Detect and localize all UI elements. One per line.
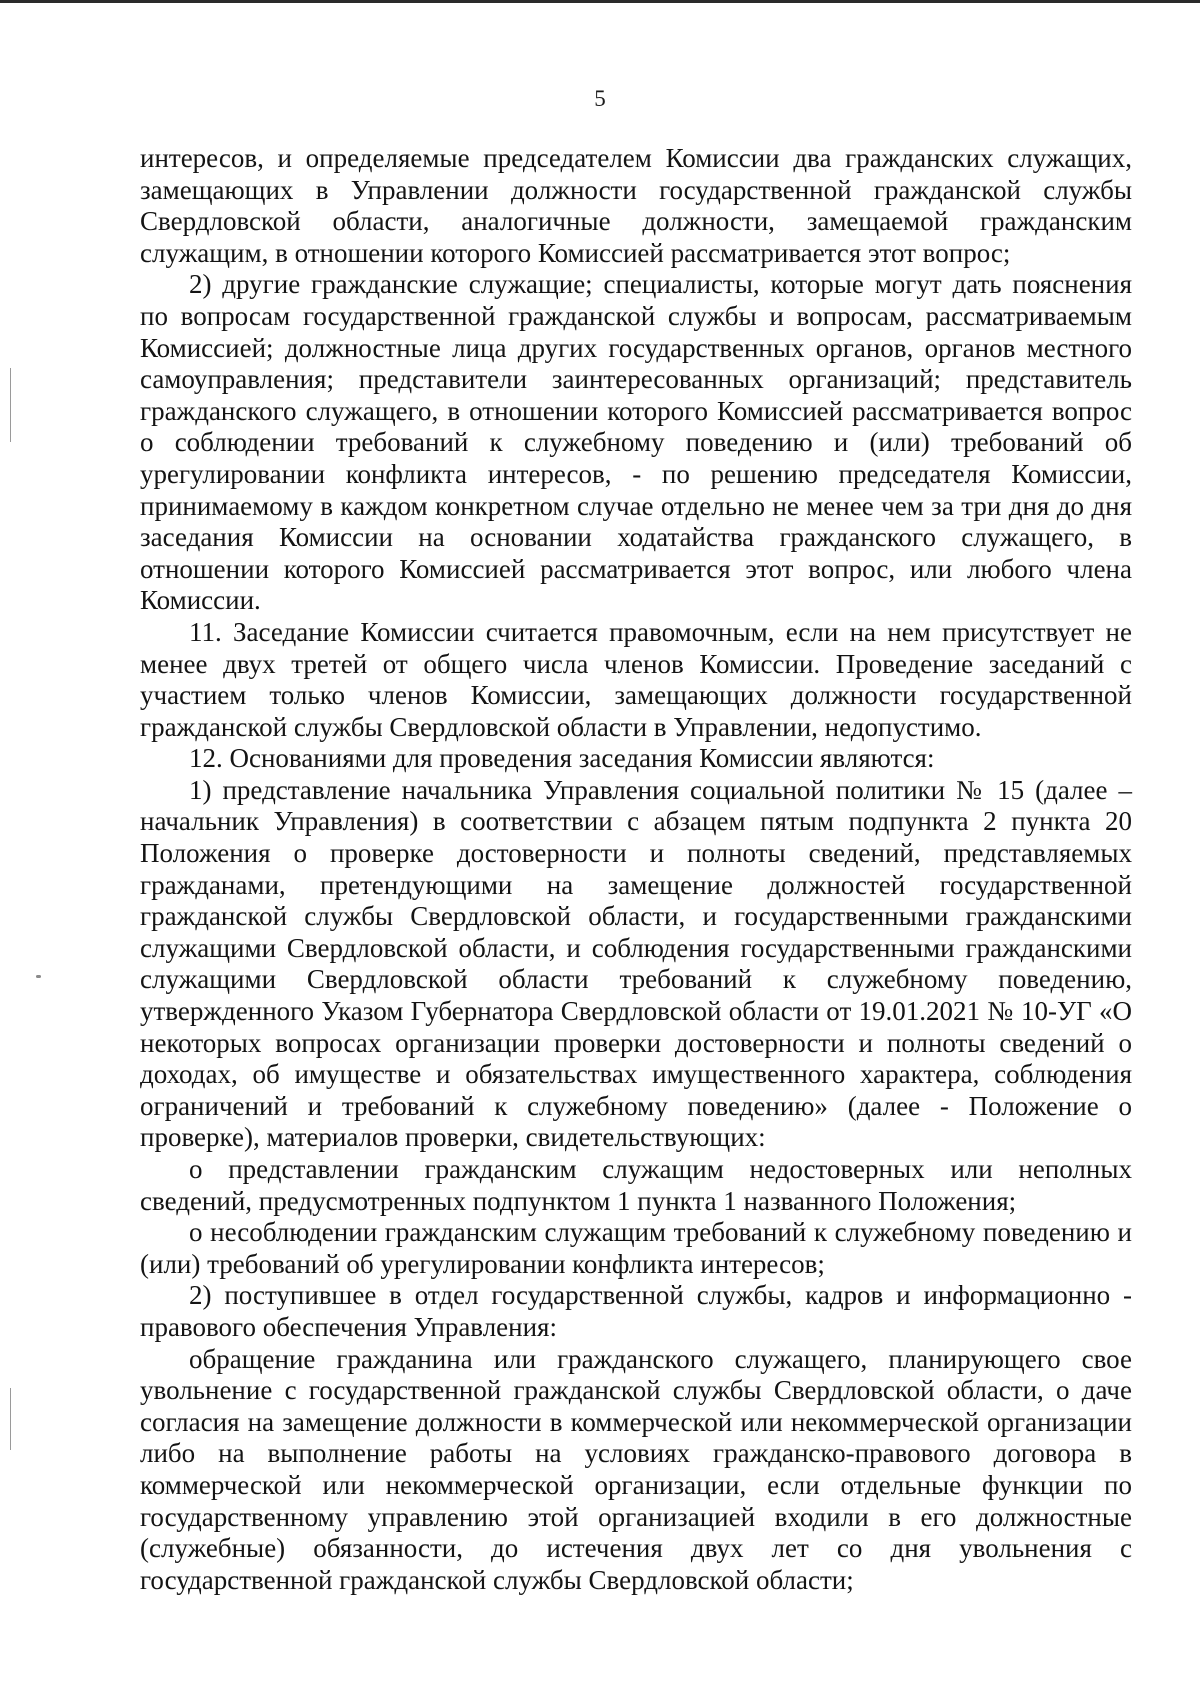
paragraph-item-2-participants: 2) другие гражданские служащие; специалисты, которые могут дать пояснения по вопросам государственной гражданской службы и вопросам, рассматриваемым Комиссией; должностные лица других государственных органов, органов местного самоуправления; представители заинтересованных организаций; представитель гражданского служащего, в отношении которого Комиссией рассматривается вопрос о соблюдении требований к служебному поведению и (или) требований об урегулировании конфликта интересов, - по решению председателя Комиссии, принимаемому в каждом конкретном случае отдельно не менее чем за три дня до дня заседания Комиссии на основании ходатайства гражданского служащего, в отношении которого Комиссией рассматривается этот вопрос, или любого члена Комиссии. (140, 269, 1132, 616)
paragraph-12-item-1-sub-b: о несоблюдении гражданским служащим требований к служебному поведению и (или) требований об урегулировании конфликта интересов; (140, 1217, 1132, 1279)
paragraph-continuation: интересов, и определяемые председателем Комиссии два гражданских служащих, замещающих в Управлении должности государственной гражданской службы Свердловской области, аналогичные должности, замещаемой гражданским служащим, в отношении которого Комиссией рассматривается этот вопрос; (140, 143, 1132, 268)
scan-margin-mark (10, 1388, 11, 1450)
scan-speck (36, 975, 41, 978)
paragraph-12-item-1-sub-a: о представлении гражданским служащим недостоверных или неполных сведений, предусмотренных подпунктом 1 пункта 1 названного Положения; (140, 1154, 1132, 1216)
page-number: 5 (594, 86, 606, 111)
paragraph-12-item-1: 1) представление начальника Управления социальной политики № 15 (далее – начальник Управления) в соответствии с абзацем пятым подпункта 2 пункта 20 Положения о проверке достоверности и полноты сведений, представляемых гражданами, претендующими на замещение должностей государственной гражданской службы Свердловской области, и государственными гражданскими служащими Свердловской области, и соблюдения государственными гражданскими служащими Свердловской области требований к служебному поведению, утвержденного Указом Губернатора Свердловской области от 19.01.2021 № 10-УГ «О некоторых вопросах организации проверки достоверности и полноты сведений о доходах, об имуществе и обязательствах имущественного характера, соблюдения ограничений и требований к служебному поведению» (далее - Положение о проверке), материалов проверки, свидетельствующих: (140, 774, 1132, 1153)
document-body (140, 143, 1132, 1596)
paragraph-12-grounds: 12. Основаниями для проведения заседания Комиссии являются: (189, 743, 935, 774)
paragraph-11-quorum: 11. Заседание Комиссии считается правомочным, если на нем присутствует не менее двух третей от общего числа членов Комиссии. Проведение заседаний с участием только членов Комиссии, замещающих должности государственной гражданской службы Свердловской области в Управлении, недопустимо. (140, 616, 1132, 742)
paragraph-12-item-2-sub-a: обращение гражданина или гражданского служащего, планирующего свое увольнение с государственной гражданской службы Свердловской области, о даче согласия на замещение должности в коммерческой или некоммерческой организации либо на выполнение работы на условиях гражданско-правового договора в коммерческой или некоммерческой организации, если отдельные функции по государственному управлению этой организацией входили в его должностные (служебные) обязанности, до истечения двух лет со дня увольнения с государственной гражданской службы Свердловской области; (140, 1343, 1132, 1595)
scan-top-edge (0, 0, 1200, 3)
scan-margin-mark (10, 368, 11, 442)
paragraph-12-item-2: 2) поступившее в отдел государственной службы, кадров и информационно - правового обеспечения Управления: (140, 1280, 1132, 1342)
